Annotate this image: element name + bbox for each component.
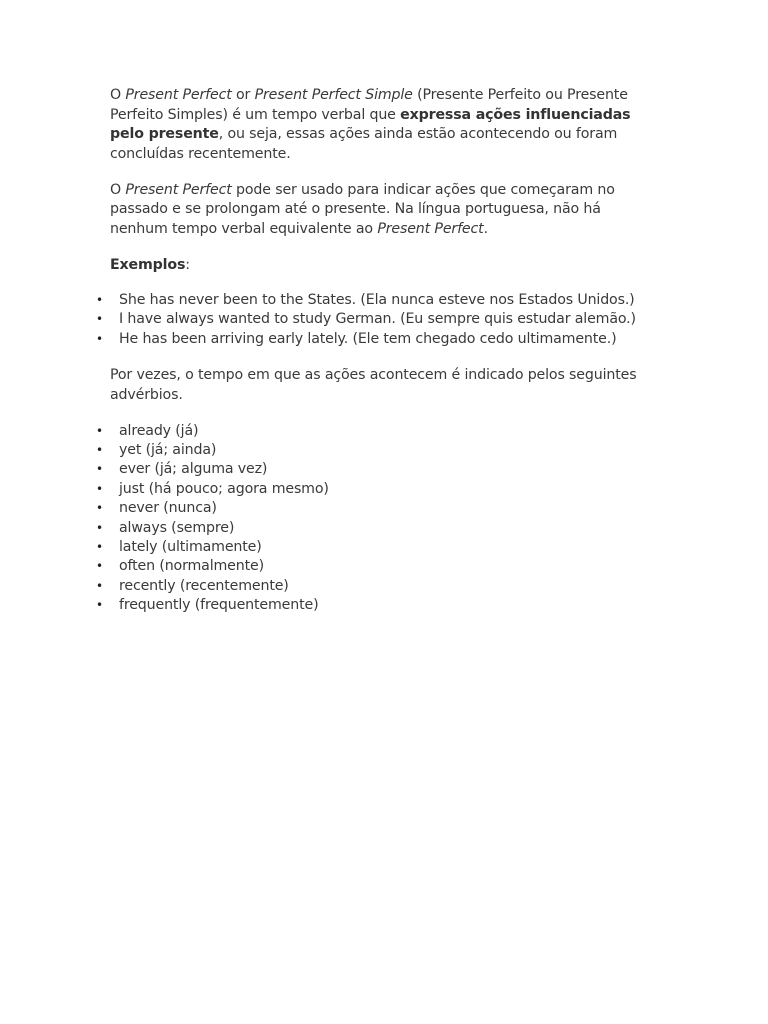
intro-text-3: (Presente Perfeito ou Presente Perfeito Simples) é um tempo verbal que	[110, 87, 628, 123]
bullet-icon: •	[96, 443, 103, 458]
adverb-item	[96, 596, 658, 615]
adverb-text: always (sempre)	[119, 519, 235, 536]
adverb-item	[96, 499, 658, 518]
example-text: She has never been to the States. (Ela nunca esteve nos Estados Unidos.)	[119, 292, 635, 308]
bullet-icon: •	[96, 331, 103, 346]
adverb-text: ever (já; alguma vez)	[119, 461, 268, 478]
adverb-item	[96, 441, 658, 460]
bullet-icon: •	[96, 540, 103, 555]
usage-text-2: pode ser usado para indicar ações que começaram no passado e se prolongam até o presente. Na língua portuguesa, não há nenhum tempo verbal equivalente ao	[110, 181, 615, 237]
adverb-item	[96, 577, 658, 596]
adverb-item	[96, 519, 658, 538]
usage-term-2: Present Perfect	[377, 220, 484, 237]
adverb-item	[96, 460, 658, 479]
bullet-icon: •	[96, 423, 103, 438]
adverbs-intro-paragraph: Por vezes, o tempo em que as ações acontecem é indicado pelos seguintes advérbios.	[110, 367, 637, 403]
intro-text-1: O	[110, 87, 126, 103]
adverb-item	[96, 557, 658, 576]
examples-heading-colon: :	[185, 256, 190, 273]
intro-term-present-perfect-simple: Present Perfect Simple	[254, 87, 413, 103]
intro-text-2: or	[231, 87, 255, 103]
examples-list	[96, 291, 658, 349]
bullet-icon: •	[96, 501, 103, 516]
adverb-text: yet (já; ainda)	[119, 442, 217, 459]
example-item	[96, 330, 658, 349]
adverb-text: lately (ultimamente)	[119, 539, 262, 556]
example-text: He has been arriving early lately. (Ele tem chegado cedo ultimamente.)	[119, 330, 617, 347]
usage-text-3: .	[483, 220, 488, 237]
bullet-icon: •	[96, 598, 103, 613]
usage-text-1: O	[110, 181, 126, 198]
adverbs-list	[96, 422, 658, 616]
examples-heading	[110, 256, 658, 276]
adverb-text: already (já)	[119, 422, 199, 439]
example-item	[96, 310, 658, 329]
bullet-icon: •	[96, 520, 103, 535]
bullet-icon: •	[96, 312, 103, 327]
adverb-text: recently (recentemente)	[119, 577, 289, 594]
bullet-icon: •	[96, 559, 103, 574]
usage-term-1: Present Perfect	[125, 181, 232, 198]
adverb-text: frequently (frequentemente)	[119, 597, 319, 614]
examples-heading-label: Exemplos	[110, 256, 186, 273]
bullet-icon: •	[96, 293, 103, 307]
document-page	[96, 86, 658, 633]
intro-term-present-perfect: Present Perfect	[125, 87, 232, 103]
example-text: I have always wanted to study German. (Eu sempre quis estudar alemão.)	[119, 311, 636, 328]
adverb-item	[96, 480, 658, 499]
adverb-item	[96, 538, 658, 557]
intro-paragraph	[110, 86, 658, 164]
bullet-icon: •	[96, 481, 103, 496]
intro-text-4: , ou seja, essas ações ainda estão acontecendo ou foram concluídas recentemente.	[110, 126, 618, 162]
bullet-icon: •	[96, 578, 103, 593]
usage-paragraph	[110, 181, 658, 240]
adverb-text: often (normalmente)	[119, 558, 264, 575]
adverb-text: just (há pouco; agora mesmo)	[119, 480, 329, 497]
adverb-item	[96, 422, 658, 441]
intro-emphasis: expressa ações influenciadas pelo presente	[110, 106, 631, 142]
example-item	[96, 291, 658, 310]
adverb-text: never (nunca)	[119, 500, 217, 517]
bullet-icon: •	[96, 462, 103, 477]
